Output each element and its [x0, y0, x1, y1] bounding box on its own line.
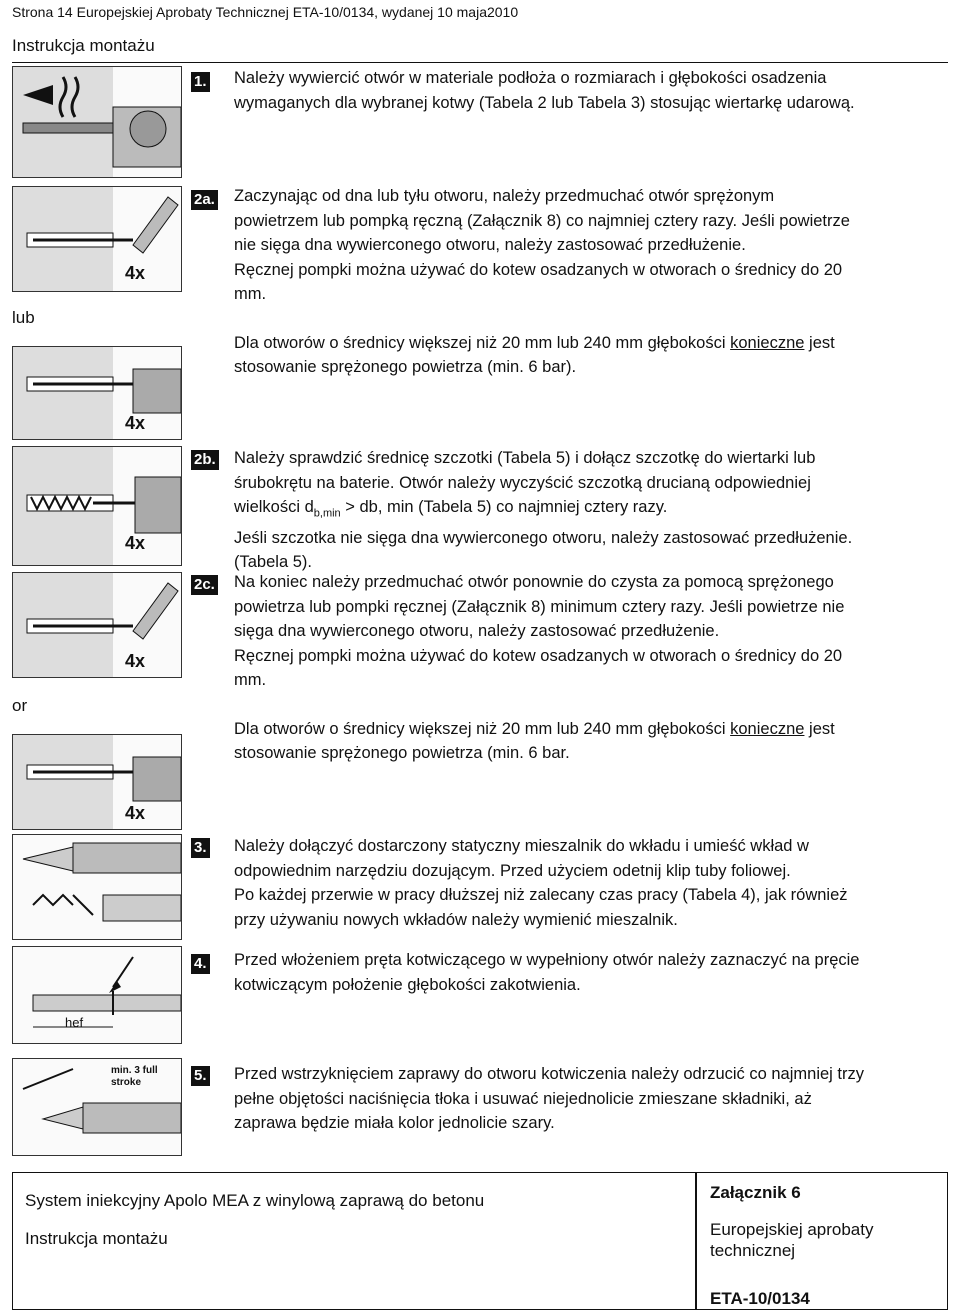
- text-line: pełne objętości naciśnięcia tłoka i usuwać niejednolicie zmieszane składniki, aż: [234, 1089, 812, 1108]
- step-4-number: 4.: [191, 954, 210, 974]
- footer-approval: Europejskiej aprobaty technicznej: [710, 1220, 874, 1260]
- page-header: Strona 14 Europejskiej Aprobaty Technicznej ETA-10/0134, wydanej 10 maja2010: [12, 4, 519, 20]
- text-line: Ręcznej pompki można używać do kotew osadzanych w otworach o średnicy do 20: [234, 646, 843, 665]
- text-line: Zaczynając od dna lub tyłu otworu, należy przedmuchać otwór sprężonym: [234, 187, 775, 205]
- text-line: sięga dna wywierconego otworu, należy zastosować przedłużenie.: [234, 622, 720, 640]
- step-2c-text: [234, 570, 944, 766]
- drilling-illustration: [12, 66, 182, 178]
- text-line: Należy wywiercić otwór w materiale podłoża o rozmiarach i głębokości osadzenia: [234, 69, 827, 87]
- hef-label: hef: [65, 1015, 84, 1030]
- footer-divider: [695, 1173, 697, 1309]
- emphasis-word: konieczne: [730, 333, 805, 352]
- text-line: wielkości d: [234, 498, 314, 516]
- mixer-cartridge-illustration: [12, 834, 182, 940]
- step-4-text: [234, 948, 944, 997]
- four-times-label: 4x: [125, 413, 146, 433]
- text-line: odpowiednim narzędziu dozującym. Przed użyciem odetnij klip tuby foliowej.: [234, 861, 791, 880]
- dispense-strokes-illustration: [12, 1058, 182, 1156]
- four-times-label: 4x: [125, 651, 146, 671]
- text-line: zaprawa będzie miała kolor jednolicie szary.: [234, 1114, 555, 1132]
- text-line: nie sięga dna wywierconego otworu, należy zastosować przedłużenie.: [234, 236, 746, 254]
- step-1-text: [234, 66, 944, 115]
- text-line: powietrza lub pompki ręcznej (Załącznik 8) minimum cztery razy. Jeśli powietrze nie: [234, 597, 845, 616]
- text-line: Jeśli szczotka nie sięga dna wywierconego otworu, należy zastosować przedłużenie.: [234, 528, 853, 547]
- blow-air-illustration: [12, 346, 182, 440]
- step-5-text: [234, 1062, 950, 1136]
- step-2b-text: [234, 446, 944, 575]
- text-line: stosowanie sprężonego powietrza (min. 6 bar).: [234, 358, 577, 376]
- footer-eta: ETA-10/0134: [710, 1289, 810, 1308]
- text-line: Należy dołączyć dostarczony statyczny mieszalnik do wkładu i umieść wkład w: [234, 837, 809, 855]
- four-times-label: 4x: [125, 803, 146, 823]
- footer-instructions: Instrukcja montażu: [25, 1229, 168, 1248]
- footer-system: System iniekcyjny Apolo MEA z winylową zaprawą do betonu: [25, 1191, 485, 1210]
- strokes-label: min. 3 full stroke: [111, 1065, 158, 1088]
- text-line: śrubokrętu na baterie. Otwór należy wyczyścić szczotką drucianą odpowiedniej: [234, 473, 811, 492]
- footer-annex: Załącznik 6: [710, 1183, 801, 1202]
- header-divider: [12, 62, 948, 63]
- text-line: jest: [809, 719, 835, 738]
- text-line: Dla otworów o średnicy większej niż 20 mm lub 240 mm głębokości: [234, 333, 726, 352]
- text-line: stosowanie sprężonego powietrza (min. 6 bar.: [234, 744, 570, 762]
- text-line: mm.: [234, 285, 267, 303]
- blow-pump-illustration: [12, 186, 182, 292]
- step-2b-number: 2b.: [191, 450, 219, 470]
- text-line: Przed wstrzyknięciem zaprawy do otworu kotwiczenia należy odrzucić co najmniej trzy: [234, 1065, 864, 1083]
- text-line: jest: [809, 333, 835, 352]
- step-2a-number: 2a.: [191, 190, 218, 210]
- step-5-number: 5.: [191, 1066, 210, 1086]
- step-2c-number: 2c.: [191, 575, 218, 595]
- text-line: Należy sprawdzić średnicę szczotki (Tabela 5) i dołącz szczotkę do wiertarki lub: [234, 449, 816, 467]
- text-line: > db, min (Tabela 5) co najmniej cztery razy.: [340, 498, 668, 516]
- anchor-rod-marking-illustration: [12, 946, 182, 1044]
- step-1-number: 1.: [191, 72, 210, 92]
- text-line: przy używaniu nowych wkładów należy wymienić mieszalnik.: [234, 910, 678, 929]
- step-3-number: 3.: [191, 838, 210, 858]
- or-label: or: [12, 696, 28, 715]
- text-line: powietrzem lub pompką ręczną (Załącznik 8) co najmniej cztery razy. Jeśli powietrze: [234, 211, 850, 230]
- step-3-text: [234, 834, 944, 932]
- text-line: wymaganych dla wybranej kotwy (Tabela 2 lub Tabela 3) stosując wiertarkę udarową.: [234, 93, 855, 112]
- text-line: kotwiczącym położenie głębokości zakotwienia.: [234, 975, 581, 994]
- blow-pump-illustration-2: [12, 572, 182, 678]
- four-times-label: 4x: [125, 263, 146, 283]
- lub-label: lub: [12, 308, 35, 327]
- emphasis-word: konieczne: [730, 719, 805, 738]
- subscript: b,min: [313, 507, 341, 520]
- section-title: Instrukcja montażu: [12, 36, 155, 55]
- footer-box: [12, 1172, 948, 1310]
- text-line: (Tabela 5).: [234, 553, 312, 572]
- text-line: Przed włożeniem pręta kotwiczącego w wypełniony otwór należy zaznaczyć na pręcie: [234, 951, 860, 969]
- brush-illustration: [12, 446, 182, 566]
- blow-air-illustration-2: [12, 734, 182, 830]
- text-line: Na koniec należy przedmuchać otwór ponownie do czysta za pomocą sprężonego: [234, 573, 834, 591]
- text-line: Ręcznej pompki można używać do kotew osadzanych w otworach o średnicy do 20: [234, 260, 843, 279]
- text-line: Po każdej przerwie w pracy dłuższej niż zalecany czas pracy (Tabela 4), jak również: [234, 886, 848, 904]
- text-line: mm.: [234, 671, 267, 689]
- step-2a-text: [234, 184, 944, 380]
- text-line: Dla otworów o średnicy większej niż 20 mm lub 240 mm głębokości: [234, 719, 726, 738]
- four-times-label: 4x: [125, 533, 146, 553]
